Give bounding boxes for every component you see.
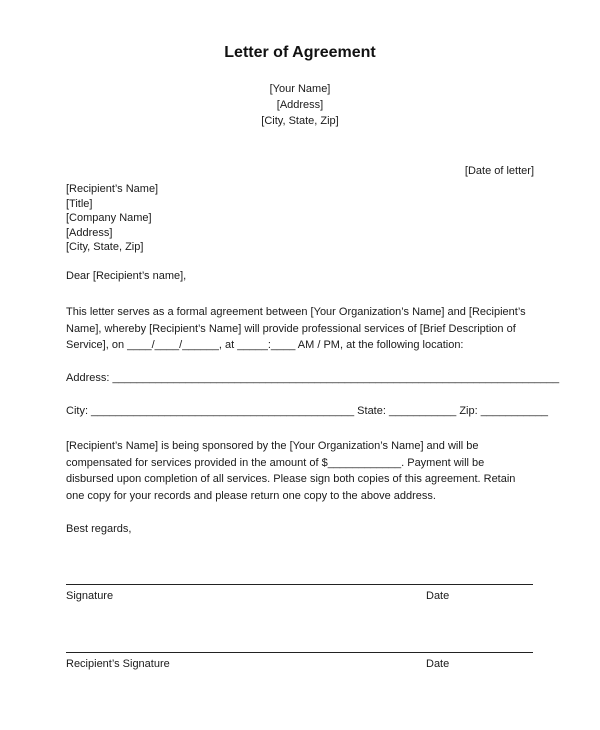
paragraph-line: compensated for services provided in the amount of $____________. Payment will be	[66, 456, 485, 469]
recipient-address: [Address]	[66, 226, 113, 239]
recipient-signature-line	[66, 652, 533, 653]
signature-label: Signature	[66, 590, 114, 602]
signature-date-label: Date	[426, 590, 450, 602]
signature-line	[66, 584, 533, 585]
date-of-letter: [Date of letter]	[464, 165, 534, 177]
salutation: Dear [Recipient’s name],	[66, 270, 187, 282]
paragraph-line: Service], on ____/____/______, at _____:____ AM / PM, at the following location:	[66, 339, 464, 351]
address-field-line: Address: _________________________________________________________________________	[66, 372, 560, 384]
paragraph-line: disbursed upon completion of all services. Please sign both copies of this agreement. Retain	[66, 473, 516, 485]
paragraph-line: [Recipient’s Name] is being sponsored by the [Your Organization’s Name] and will be	[66, 440, 479, 452]
recipient-city-state-zip: [City, State, Zip]	[66, 241, 144, 253]
sender-address: [Address]	[276, 99, 324, 111]
sender-city-state-zip: [City, State, Zip]	[261, 115, 339, 127]
closing: Best regards,	[66, 523, 132, 535]
agreement-paragraph	[66, 304, 536, 354]
recipient-name: [Recipient’s Name]	[66, 183, 159, 195]
recipient-signature-date-label: Date	[426, 658, 450, 670]
sponsorship-paragraph	[66, 438, 536, 504]
recipient-title: [Title]	[66, 197, 93, 210]
sender-name: [Your Name]	[269, 83, 331, 95]
recipient-signature-label: Recipient’s Signature	[66, 658, 170, 670]
sender-block	[200, 81, 400, 129]
page-title: Letter of Agreement	[224, 44, 376, 61]
recipient-block	[66, 182, 158, 255]
recipient-company: [Company Name]	[66, 212, 152, 224]
city-state-zip-field-line: City: ___________________________________________ State: ___________ Zip: ___________	[66, 405, 549, 417]
paragraph-line: Name], whereby [Recipient’s Name] will provide professional services of [Brief Description of	[66, 322, 516, 335]
paragraph-line: This letter serves as a formal agreement between [Your Organization’s Name] and [Recipient’s	[66, 306, 526, 318]
paragraph-line: one copy for your records and please return one copy to the above address.	[66, 489, 436, 502]
